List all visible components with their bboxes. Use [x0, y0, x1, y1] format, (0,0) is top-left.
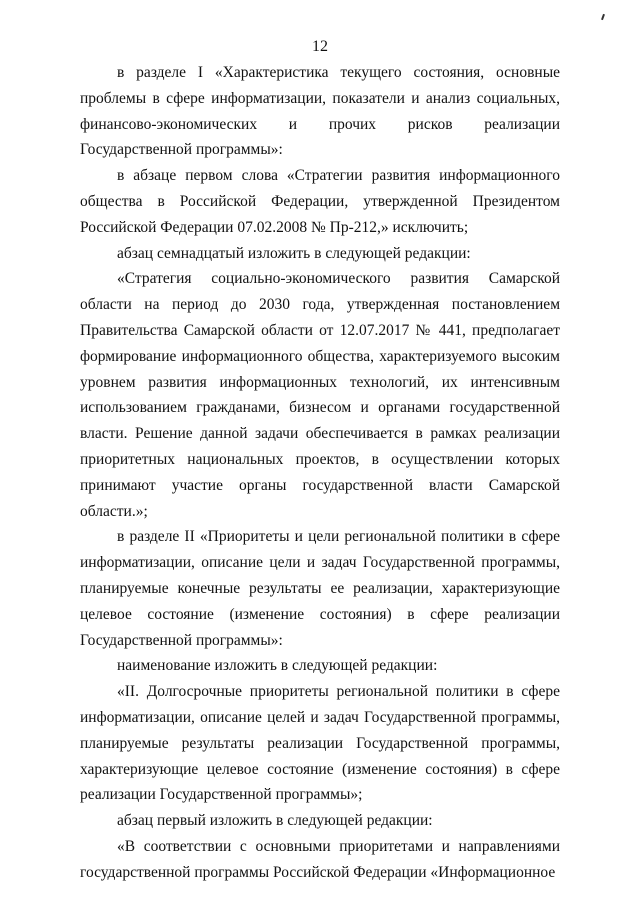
scan-mark [601, 14, 605, 20]
page-number: 12 [312, 38, 328, 55]
paragraph-1: в разделе I «Характеристика текущего состояния, основные проблемы в сфере информатизации, показатели и анализ социальных, финансово-экономических и прочих рисков реализации Государственной программы»: [80, 64, 560, 159]
paragraph-4: «Стратегия социально-экономического развития Самарской области на период до 2030 года, утвержденная постановлением Правительства Самарской области от 12.07.2017 № 441, предполагает формирование информационного общества, характеризуемого высоким уровнем развития информационных технологий, их интенсивным использованием гражданами, бизнесом и органами государственной власти. Решение данной задачи обеспечивается в рамках реализации приоритетных национальных проектов, в осуществлении которых принимают участие органы государственной власти Самарской области.»; [80, 270, 560, 520]
paragraph-9: «В соответствии с основными приоритетами и направлениями государственной программы Российской Федерации «Информационное [80, 837, 560, 881]
paragraph-6: наименование изложить в следующей редакции: [117, 657, 438, 675]
paragraph-8: абзац первый изложить в следующей редакции: [117, 812, 433, 830]
paragraph-2: в абзаце первом слова «Стратегии развития информационного общества в Российской Федерации, утвержденной Президентом Российской Федерации 07.02.2008 № Пр-212,» исключить; [80, 167, 560, 236]
paragraph-3: абзац семнадцатый изложить в следующей редакции: [117, 244, 471, 262]
document-body [80, 60, 560, 886]
paragraph-5: в разделе II «Приоритеты и цели региональной политики в сфере информатизации, описание цели и задач Государственной программы, планируемые конечные результаты ее реализации, характеризующие целевое состояние (изменение состояния) в сфере реализации Государственной программы»: [80, 528, 560, 649]
paragraph-7: «II. Долгосрочные приоритеты региональной политики в сфере информатизации, описание целей и задач Государственной программы, планируемые результаты реализации Государственной программы, характеризующие целевое состояние (изменение состояния) в сфере реализации Государственной программы»; [80, 683, 560, 804]
